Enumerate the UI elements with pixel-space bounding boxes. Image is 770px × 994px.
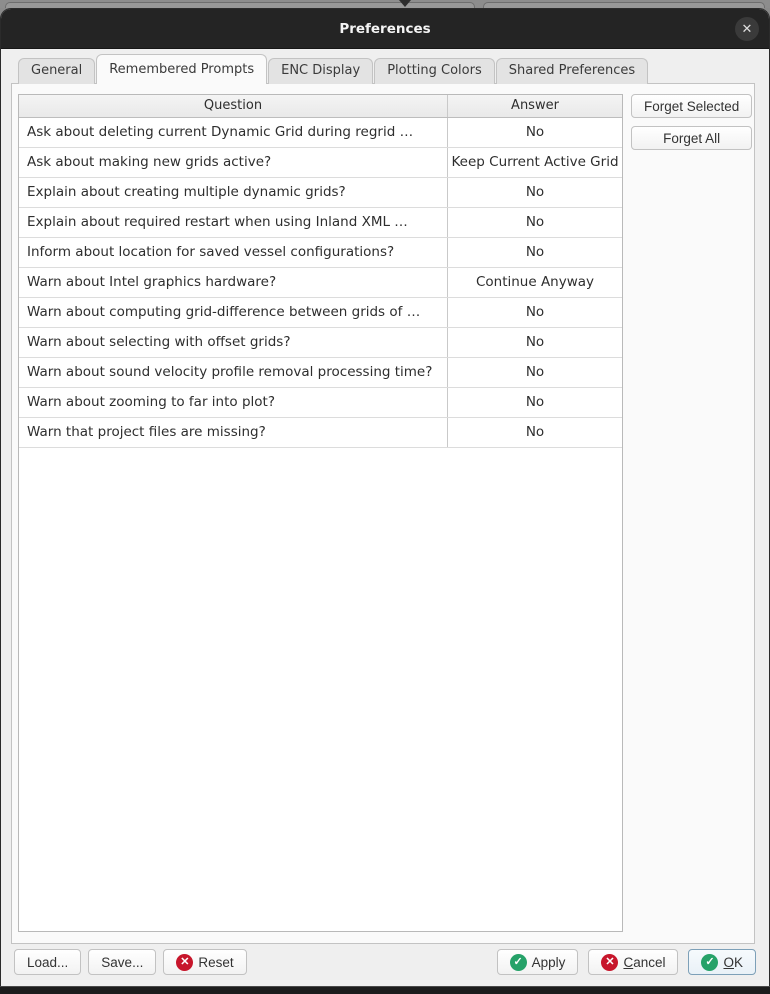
table-row[interactable] [19, 328, 622, 358]
question-cell: Warn about selecting with offset grids? [19, 328, 448, 357]
question-cell: Warn about Intel graphics hardware? [19, 268, 448, 297]
tab-plotting-colors[interactable]: Plotting Colors [374, 58, 495, 84]
reset-button[interactable] [163, 949, 246, 975]
answer-cell[interactable]: Continue Anyway [475, 274, 595, 290]
answer-column-header[interactable]: Answer [511, 98, 559, 113]
reset-cross-icon: ✕ [176, 954, 193, 971]
question-cell: Ask about deleting current Dynamic Grid during regrid … [19, 118, 448, 147]
answer-cell[interactable]: No [525, 424, 545, 440]
tab-general[interactable]: General [18, 58, 95, 84]
dialog-title: Preferences [339, 20, 431, 37]
answer-cell[interactable]: No [525, 124, 545, 140]
question-cell: Warn that project files are missing? [19, 418, 448, 447]
answer-cell[interactable]: No [525, 214, 545, 230]
ok-check-icon: ✓ [701, 954, 718, 971]
table-row[interactable] [19, 208, 622, 238]
apply-label: Apply [531, 954, 566, 970]
save-button[interactable]: Save... [88, 949, 156, 975]
load-button[interactable]: Load... [14, 949, 81, 975]
forget-selected-button[interactable]: Forget Selected [631, 94, 752, 118]
answer-cell[interactable]: Keep Current Active Grid [451, 154, 619, 170]
tab-remembered-prompts[interactable]: Remembered Prompts [96, 54, 267, 84]
answer-cell[interactable]: No [525, 184, 545, 200]
table-row[interactable] [19, 118, 622, 148]
question-cell: Explain about creating multiple dynamic grids? [19, 178, 448, 207]
table-row[interactable] [19, 388, 622, 418]
question-cell: Explain about required restart when using Inland XML … [19, 208, 448, 237]
remembered-prompts-panel [11, 83, 755, 944]
cancel-button[interactable] [588, 949, 678, 975]
background-window-sliver [0, 0, 770, 8]
answer-cell[interactable]: No [525, 334, 545, 350]
table-row[interactable] [19, 148, 622, 178]
answer-cell[interactable]: No [525, 364, 545, 380]
table-row[interactable] [19, 238, 622, 268]
table-row[interactable] [19, 418, 622, 448]
background-arrow-icon [399, 0, 411, 7]
question-cell: Inform about location for saved vessel configurations? [19, 238, 448, 267]
question-cell: Warn about computing grid-difference between grids of … [19, 298, 448, 327]
question-column-header[interactable]: Question [19, 95, 448, 117]
answer-cell[interactable]: No [525, 244, 545, 260]
cancel-cross-icon: ✕ [601, 954, 618, 971]
answer-cell[interactable]: No [525, 304, 545, 320]
titlebar[interactable] [1, 9, 769, 49]
table-row[interactable] [19, 178, 622, 208]
table-row[interactable] [19, 358, 622, 388]
preferences-dialog [0, 8, 770, 986]
footer-right-group [497, 949, 756, 975]
apply-check-icon: ✓ [510, 954, 527, 971]
prompts-table[interactable] [18, 94, 623, 932]
tab-enc-display[interactable]: ENC Display [268, 58, 373, 84]
question-cell: Ask about making new grids active? [19, 148, 448, 177]
cancel-label: Cancel [623, 954, 666, 970]
answer-cell[interactable]: No [525, 394, 545, 410]
table-empty-area [19, 448, 622, 931]
ok-button[interactable] [688, 949, 756, 975]
side-button-column [631, 94, 752, 932]
question-cell: Warn about zooming to far into plot? [19, 388, 448, 417]
table-header-row [19, 95, 622, 118]
footer-button-bar [1, 944, 769, 986]
tab-shared-preferences[interactable]: Shared Preferences [496, 58, 648, 84]
close-button[interactable] [735, 17, 759, 41]
question-cell: Warn about sound velocity profile removal processing time? [19, 358, 448, 387]
tab-bar [1, 49, 769, 83]
reset-label: Reset [198, 954, 234, 970]
ok-label: OK [723, 954, 743, 970]
table-row[interactable] [19, 268, 622, 298]
forget-all-button[interactable]: Forget All [631, 126, 752, 150]
close-icon: ✕ [741, 21, 753, 37]
background-window-sliver-bottom [0, 986, 770, 994]
table-row[interactable] [19, 298, 622, 328]
apply-button[interactable] [497, 949, 579, 975]
